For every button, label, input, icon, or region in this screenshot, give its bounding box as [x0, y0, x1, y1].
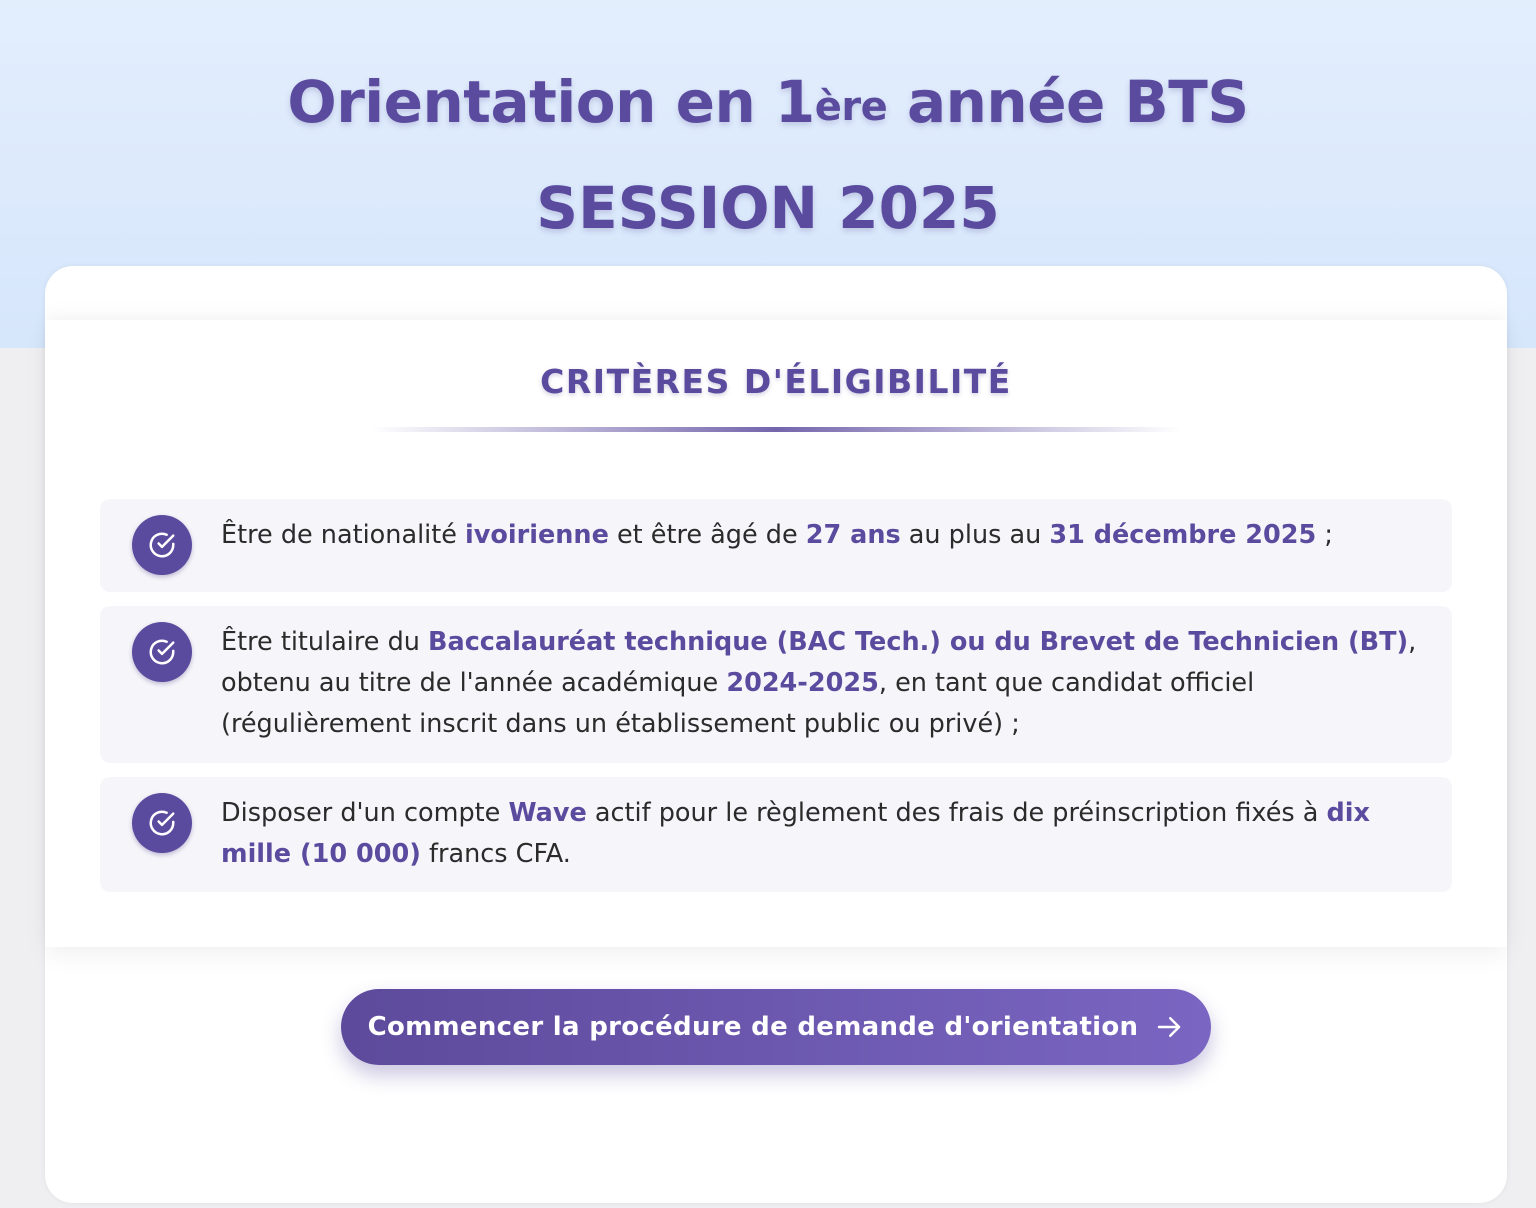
criterion-segment: Être titulaire du	[221, 627, 429, 657]
criterion-segment: Être de nationalité	[221, 520, 466, 550]
check-circle-icon	[132, 622, 192, 682]
criterion-text	[221, 793, 1431, 875]
criterion-item	[100, 606, 1452, 763]
criterion-highlight: Wave	[508, 798, 587, 828]
criterion-segment: ;	[1316, 520, 1333, 550]
start-procedure-button[interactable]	[341, 989, 1211, 1065]
heading-divider	[371, 427, 1181, 432]
criterion-segment: Disposer d'un compte	[221, 798, 509, 828]
criteria-heading: CRITÈRES D'ÉLIGIBILITÉ	[540, 362, 1012, 401]
criterion-highlight: dix mille (10 000)	[221, 798, 1370, 869]
start-procedure-label: Commencer la procédure de demande d'orientation	[367, 1012, 1139, 1042]
page-title: Orientation en 1ère année BTS	[287, 68, 1249, 136]
criterion-highlight: 31 décembre 2025	[1049, 520, 1317, 550]
criterion-segment: francs CFA.	[420, 839, 571, 869]
title-superscript: ère	[814, 84, 888, 130]
criterion-highlight: 2024-2025	[726, 668, 879, 698]
criterion-highlight: Baccalauréat technique (BAC Tech.) ou du Brevet de Technicien (BT)	[428, 627, 1409, 657]
criterion-highlight: 27 ans	[805, 520, 901, 550]
criterion-segment: et être âgé de	[608, 520, 806, 550]
criterion-segment: , en tant que candidat officiel (régulièrement inscrit dans un établissement public ou privé) ;	[221, 668, 1255, 739]
criterion-text	[221, 622, 1431, 745]
criterion-segment: actif pour le règlement des frais de préinscription fixés à	[586, 798, 1327, 828]
eligibility-card	[45, 266, 1507, 1203]
arrow-right-icon	[1154, 1012, 1184, 1042]
criteria-panel	[45, 320, 1507, 947]
check-circle-icon	[132, 793, 192, 853]
criterion-text	[221, 515, 1431, 556]
criterion-item	[100, 499, 1452, 592]
check-circle-icon	[132, 515, 192, 575]
criterion-segment: , obtenu au titre de l'année académique	[221, 627, 1417, 698]
criterion-item	[100, 777, 1452, 892]
session-title: SESSION 2025	[536, 174, 1000, 242]
criterion-highlight: ivoirienne	[465, 520, 609, 550]
criterion-segment: au plus au	[900, 520, 1050, 550]
